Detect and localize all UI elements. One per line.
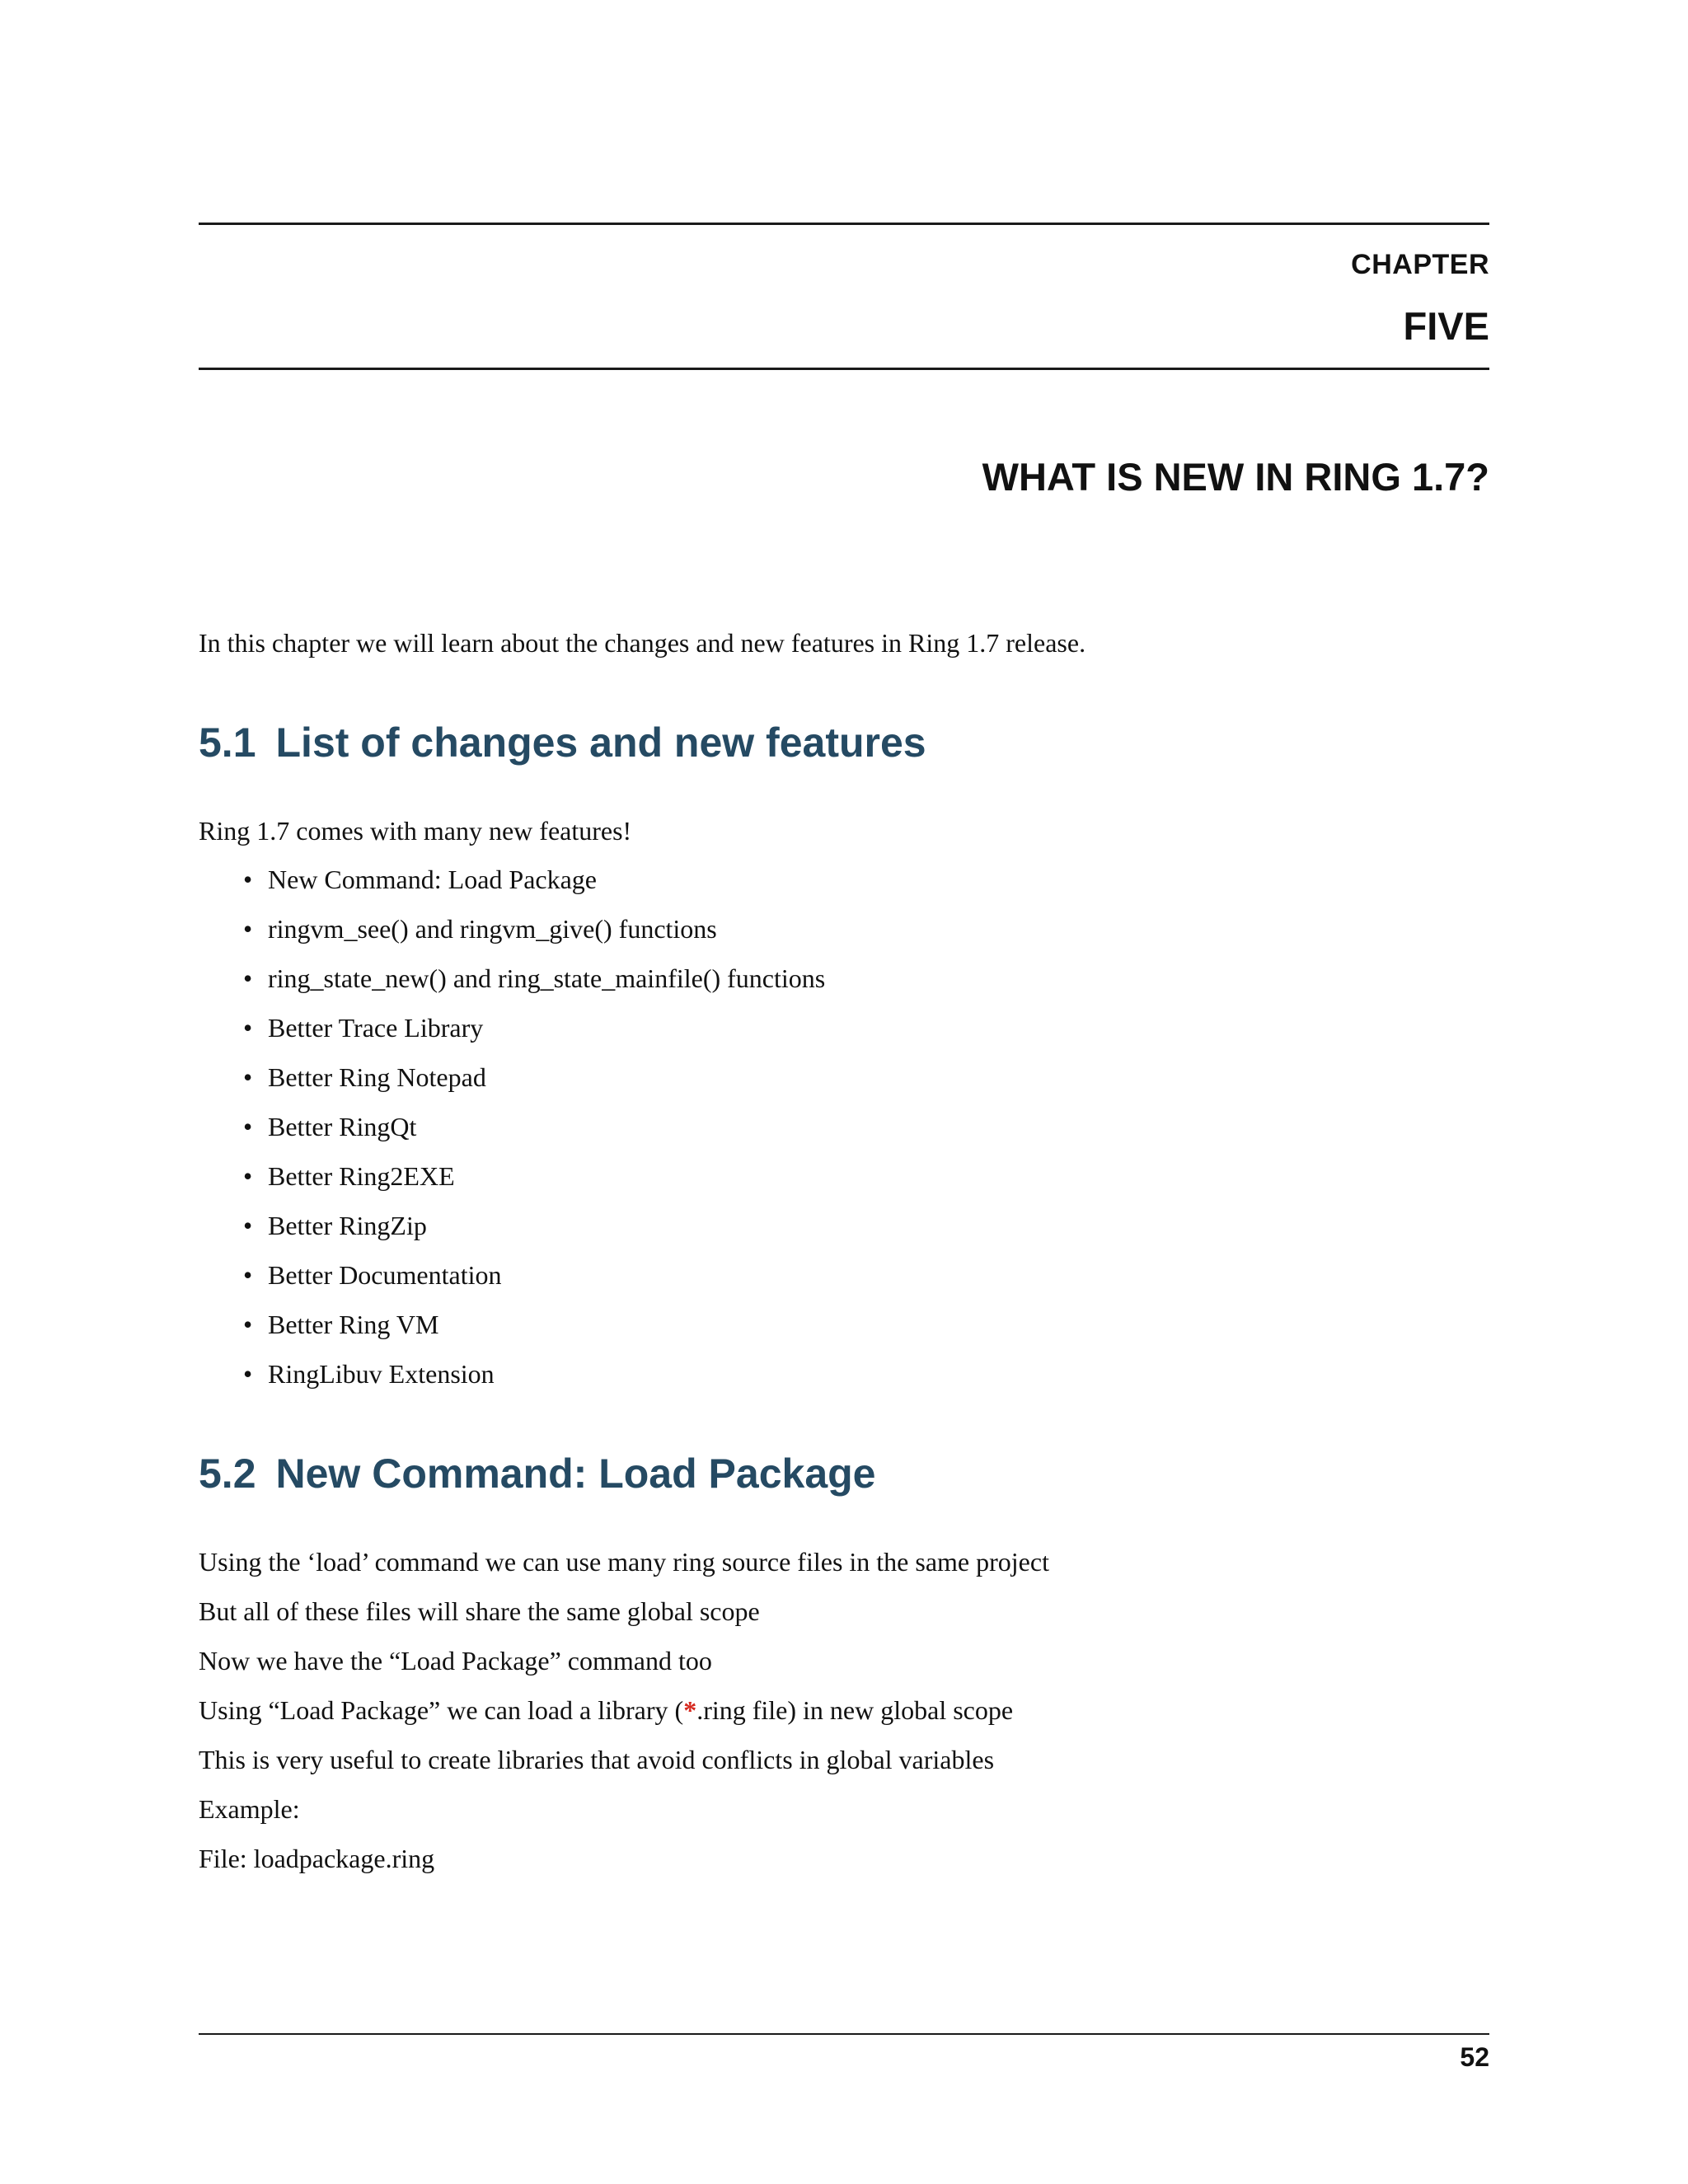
section-number: 5.1 xyxy=(199,719,256,766)
list-item xyxy=(243,1057,825,1106)
list-item xyxy=(243,1353,825,1403)
intro-paragraph: In this chapter we will learn about the changes and new features in Ring 1.7 release. xyxy=(199,628,1086,658)
bullet-icon: • xyxy=(243,1161,253,1191)
list-item-text: Better Ring2EXE xyxy=(268,1161,455,1191)
bullet-icon: • xyxy=(243,1013,253,1043)
paragraph-usefulness: This is very useful to create libraries that avoid conflicts in global variables xyxy=(199,1745,995,1774)
chapter-number: FIVE xyxy=(1403,304,1489,348)
bullet-icon: • xyxy=(243,865,253,894)
section-number: 5.2 xyxy=(199,1451,256,1497)
list-item xyxy=(243,1155,825,1205)
bullet-icon: • xyxy=(243,1260,253,1290)
list-item xyxy=(243,1254,825,1304)
bullet-icon: • xyxy=(243,1359,253,1389)
footer-rule xyxy=(199,2033,1489,2035)
list-item xyxy=(243,1106,825,1155)
bullet-icon: • xyxy=(243,914,253,944)
paragraph-file-name: File: loadpackage.ring xyxy=(199,1844,435,1873)
chapter-bottom-rule xyxy=(199,368,1489,370)
paragraph-load-command: Using the ‘load’ command we can use many ring source files in the same project xyxy=(199,1547,1049,1577)
chapter-label: CHAPTER xyxy=(1351,249,1489,280)
chapter-title: WHAT IS NEW IN RING 1.7? xyxy=(982,455,1489,499)
paragraph-text: .ring file) in new global scope xyxy=(696,1695,1014,1725)
list-item xyxy=(243,958,825,1007)
asterisk-highlight: * xyxy=(683,1695,697,1725)
list-item-text: ringvm_see() and ringvm_give() functions xyxy=(268,914,717,944)
list-item xyxy=(243,1304,825,1353)
list-item-text: ring_state_new() and ring_state_mainfile() functions xyxy=(268,963,826,993)
paragraph-text: Using “Load Package” we can load a library ( xyxy=(199,1695,684,1725)
list-item-text: Better Trace Library xyxy=(268,1013,484,1043)
paragraph-load-package-command: Now we have the “Load Package” command too xyxy=(199,1646,712,1675)
bullet-icon: • xyxy=(243,1310,253,1339)
list-item xyxy=(243,859,825,908)
section-title: List of changes and new features xyxy=(275,719,926,766)
paragraph-global-scope: But all of these files will share the same global scope xyxy=(199,1596,760,1626)
section-heading-5-2 xyxy=(199,1450,875,1497)
bullet-icon: • xyxy=(243,1062,253,1092)
paragraph-load-library xyxy=(199,1694,1013,1727)
bullet-icon: • xyxy=(243,1112,253,1141)
list-item-text: Better Documentation xyxy=(268,1260,502,1290)
section-heading-5-1 xyxy=(199,719,926,766)
bullet-icon: • xyxy=(243,1211,253,1240)
list-item xyxy=(243,1007,825,1057)
section-lead-paragraph: Ring 1.7 comes with many new features! xyxy=(199,816,632,846)
feature-list xyxy=(243,859,825,1403)
bullet-icon: • xyxy=(243,963,253,993)
list-item-text: Better Ring Notepad xyxy=(268,1062,486,1092)
page-number: 52 xyxy=(1460,2042,1489,2072)
paragraph-example-label: Example: xyxy=(199,1794,300,1824)
list-item xyxy=(243,908,825,958)
chapter-top-rule xyxy=(199,223,1489,225)
list-item-text: Better RingZip xyxy=(268,1211,427,1240)
list-item xyxy=(243,1205,825,1254)
list-item-text: Better Ring VM xyxy=(268,1310,439,1339)
section-title: New Command: Load Package xyxy=(275,1451,876,1497)
list-item-text: New Command: Load Package xyxy=(268,865,597,894)
list-item-text: RingLibuv Extension xyxy=(268,1359,495,1389)
list-item-text: Better RingQt xyxy=(268,1112,417,1141)
